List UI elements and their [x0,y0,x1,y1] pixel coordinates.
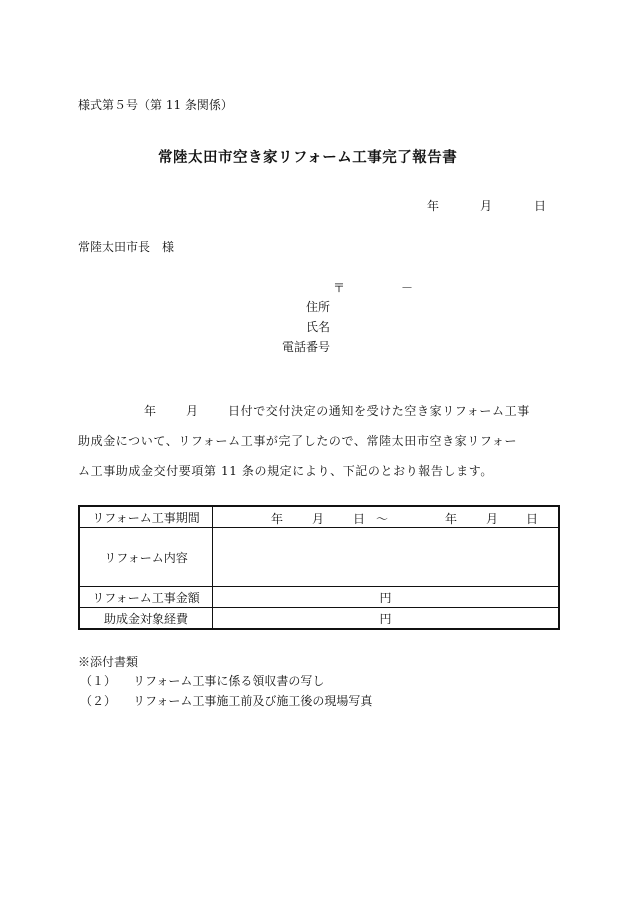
attachment-text: リフォーム工事施工前及び施工後の現場写真 [133,694,373,708]
table-row [79,528,559,587]
attachments-heading: ※添付書類 [78,655,139,669]
phone-label: 電話番号 [282,340,331,354]
postal-mark: 〒 [333,281,346,295]
amount-unit: 円 [379,590,392,605]
table-row [79,506,559,528]
address-label: 住所 [306,300,331,314]
attachment-num: （２） [80,694,117,708]
paragraph-line1: 日付で交付決定の通知を受けた空き家リフォーム工事 [228,404,530,418]
period-tilde: ～ [376,512,389,526]
period-end-day: 日 [526,512,539,526]
subsidy-label: 助成金対象経費 [79,608,213,630]
content-value[interactable] [213,528,560,587]
addressee: 常陸太田市長 様 [78,240,175,254]
attachment-text: リフォーム工事に係る領収書の写し [133,674,325,688]
date-year: 年 [427,199,440,213]
subsidy-value[interactable] [213,608,560,630]
attachment-num: （１） [80,674,117,688]
content-label: リフォーム内容 [79,528,213,587]
table-row [79,608,559,630]
form-number: 様式第５号（第 11 条関係） [78,98,233,112]
paragraph-line2: 助成金について、リフォーム工事が完了したので、常陸太田市空き家リフォー [78,434,518,448]
table-row [79,587,559,608]
report-table [78,505,560,630]
period-value[interactable] [213,506,560,528]
paragraph-year: 年 [144,404,157,418]
name-label: 氏名 [306,320,331,334]
period-label: リフォーム工事期間 [79,506,213,528]
period-start-day: 日 [353,512,366,526]
period-start-month: 月 [312,512,325,526]
date-month: 月 [480,199,493,213]
amount-label: リフォーム工事金額 [79,587,213,608]
period-start-year: 年 [271,512,284,526]
date-day: 日 [534,199,547,213]
subsidy-unit: 円 [379,611,392,626]
amount-value[interactable] [213,587,560,608]
paragraph-month: 月 [186,404,199,418]
period-end-month: 月 [486,512,499,526]
postal-dash: － [401,281,414,295]
paragraph-line3: ム工事助成金交付要項第 11 条の規定により、下記のとおり報告します。 [78,464,493,478]
period-end-year: 年 [445,512,458,526]
document-title: 常陸太田市空き家リフォーム工事完了報告書 [158,149,458,166]
